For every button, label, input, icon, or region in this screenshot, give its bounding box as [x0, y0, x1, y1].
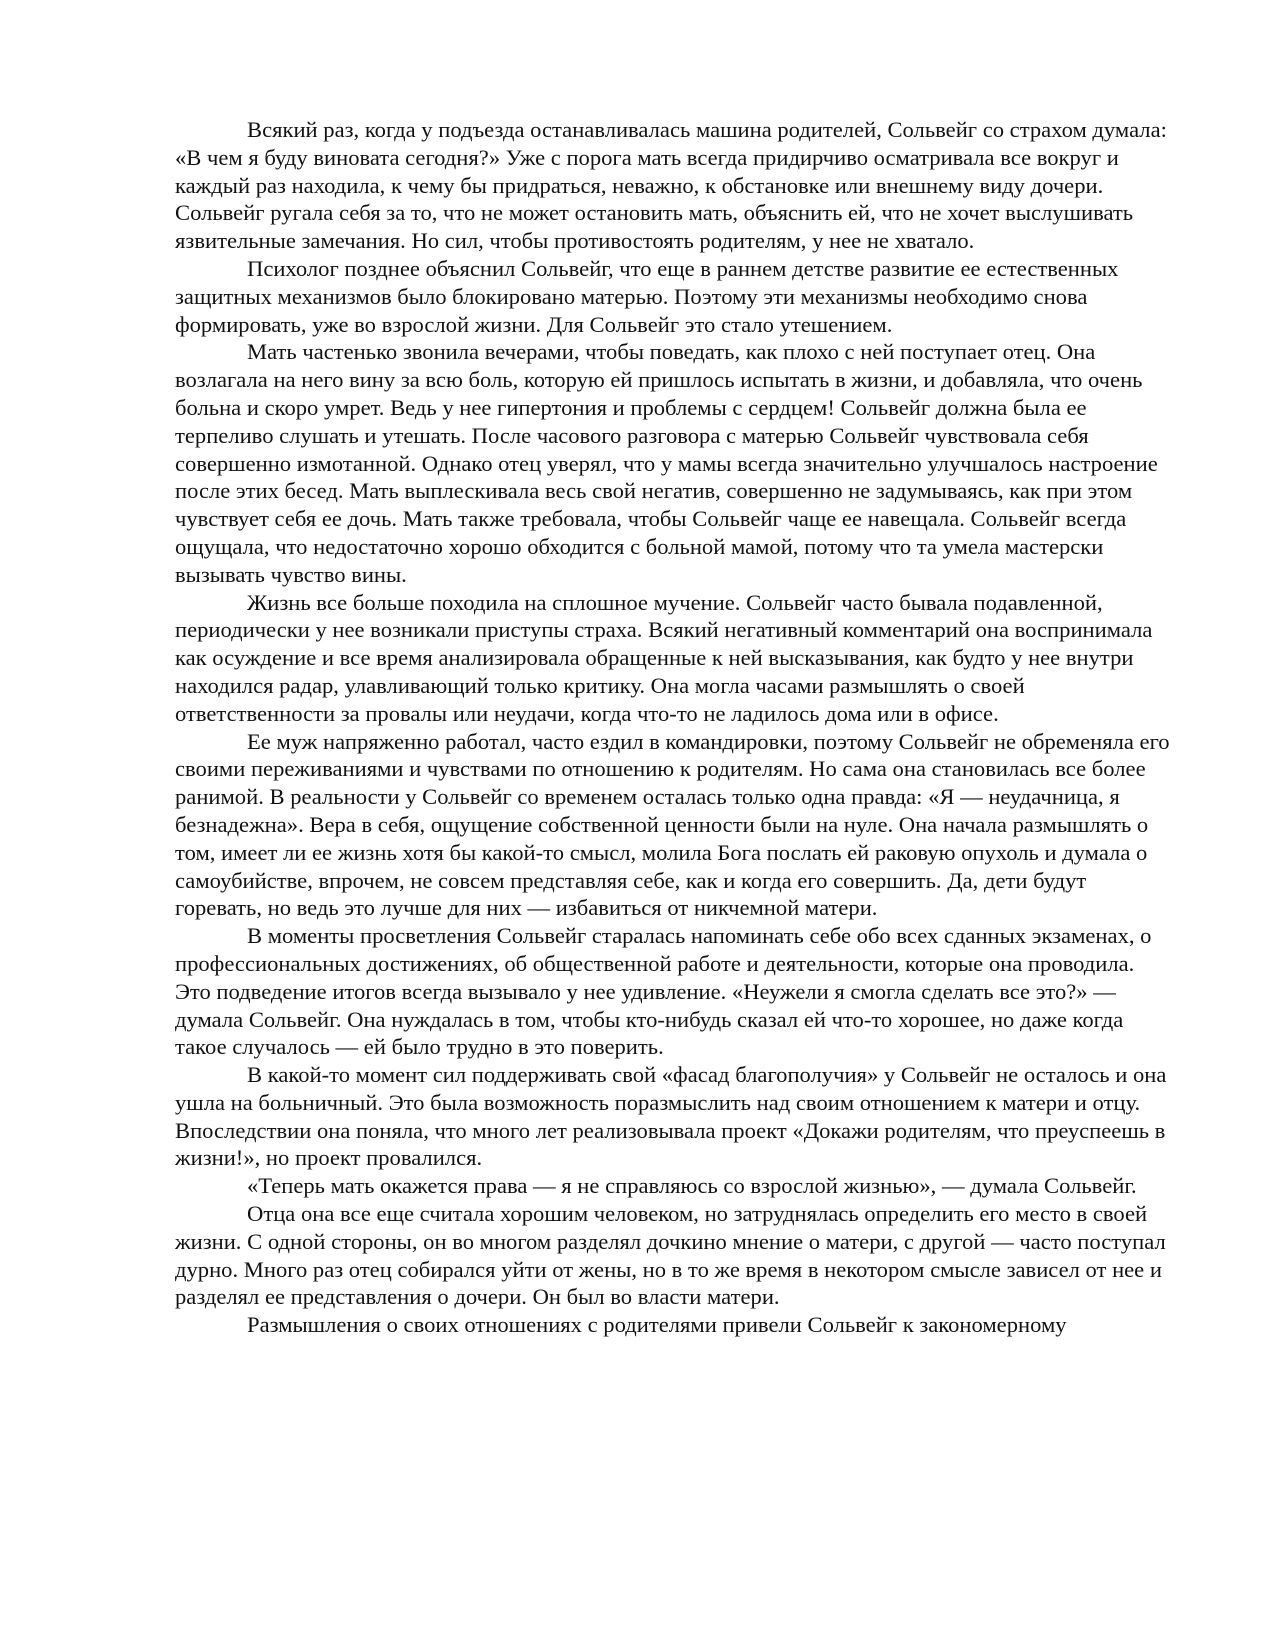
paragraph-5: Ее муж напряженно работал, часто ездил в командировки, поэтому Сольвейг не обременяла его своими переживаниями и чувствами по отношению к родителям. Но сама она становилась все более ранимой. В реальности у Сольвейг со временем осталась только одна правда: «Я — неудачница, я безнадежна». Вера в себя, ощущение собственной ценности были на нуле. Она начала размышлять о том, имеет ли ее жизнь хотя бы какой-то смысл, молила Бога послать ей раковую опухоль и думала о самоубийстве, впрочем, не совсем представляя себе, как и когда его совершить. Да, дети будут горевать, но ведь это лучше для них — избавиться от никчемной матери. [175, 728, 1170, 921]
paragraph-7: В какой-то момент сил поддерживать свой «фасад благополучия» у Сольвейг не осталось и она ушла на больничный. Это была возможность поразмыслить над своим отношением к матери и отцу. Впоследствии она поняла, что много лет реализовывала проект «Докажи родителям, что преуспеешь в жизни!», но проект провалился. [175, 1062, 1167, 1171]
paragraph-9: Отца она все еще считала хорошим человеком, но затруднялась определить его место в своей жизни. С одной стороны, он во многом разделял дочкино мнение о матери, с другой — часто поступал дурно. Много раз отец собирался уйти от жены, но в то же время в некотором смысле зависел от нее и разделял ее представления о дочери. Он был во власти матери. [175, 1201, 1166, 1310]
paragraph-4: Жизнь все больше походила на сплошное мучение. Сольвейг часто бывала подавленной, периодически у нее возникали приступы страха. Всякий негативный комментарий она воспринимала как осуждение и все время анализировала обращенные к ней высказывания, как будто у нее внутри находился радар, улавливающий только критику. Она могла часами размышлять о своей ответственности за провалы или неудачи, когда что-то не ладилось дома или в офисе. [175, 589, 1153, 726]
paragraph-1: Всякий раз, когда у подъезда останавливалась машина родителей, Сольвейг со страхом думала: «В чем я буду виновата сегодня?» Уже с порога мать всегда придирчиво осматривала все вокруг и каждый раз находила, к чему бы придраться, неважно, к обстановке или внешнему виду дочери. Сольвейг ругала себя за то, что не может остановить мать, объяснить ей, что не хочет выслушивать язвительные замечания. Но сил, чтобы противостоять родителям, у нее не хватало. [175, 117, 1167, 254]
paragraph-6: В моменты просветления Сольвейг старалась напоминать себе обо всех сданных экзаменах, о профессиональных достижениях, об общественной работе и деятельности, которые она проводила. Это подведение итогов всегда вызывало у нее удивление. «Неужели я смогла сделать все это?» — думала Сольвейг. Она нуждалась в том, чтобы кто-нибудь сказал ей что-то хорошее, но даже когда такое случалось — ей было трудно в это поверить. [175, 923, 1152, 1060]
paragraph-2: Психолог позднее объяснил Сольвейг, что еще в раннем детстве развитие ее естественных защитных механизмов было блокировано матерью. Поэтому эти механизмы необходимо снова формировать, уже во взрослой жизни. Для Сольвейг это стало утешением. [175, 255, 1119, 337]
paragraph-3: Мать частенько звонила вечерами, чтобы поведать, как плохо с ней поступает отец. Она возлагала на него вину за всю боль, которую ей пришлось испытать в жизни, и добавляла, что очень больна и скоро умрет. Ведь у нее гипертония и проблемы с сердцем! Сольвейг должна была ее терпеливо слушать и утешать. После часового разговора с матерью Сольвейг чувствовала себя совершенно измотанной. Однако отец уверял, что у мамы всегда значительно улучшалось настроение после этих бесед. Мать выплескивала весь свой негатив, совершенно не задумываясь, как при этом чувствует себя ее дочь. Мать также требовала, чтобы Сольвейг чаще ее навещала. Сольвейг всегда ощущала, что недостаточно хорошо обходится с больной мамой, потому что та умела мастерски вызывать чувство вины. [175, 339, 1158, 587]
paragraph-8: «Теперь мать окажется права — я не справляюсь со взрослой жизнью», — думала Сольвейг. [247, 1173, 1137, 1199]
paragraph-10: Размышления о своих отношениях с родителями привели Сольвейг к закономерному [247, 1312, 1067, 1338]
body-text [175, 116, 1175, 1339]
